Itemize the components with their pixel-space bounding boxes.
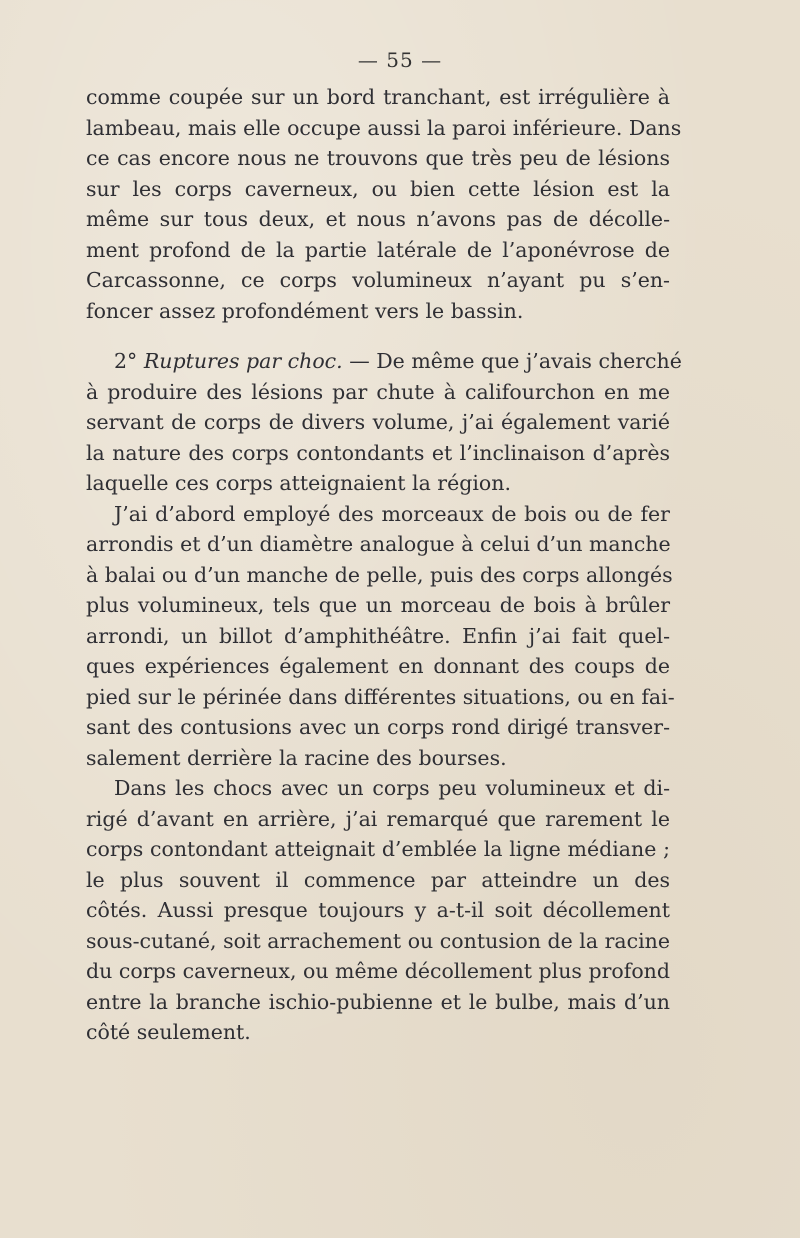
paragraph-3 (86, 499, 675, 774)
text-line: sur les corps caverneux, ou bien cette lésion est la (86, 176, 670, 201)
text-line: ce cas encore nous ne trouvons que très peu de lésions (86, 146, 670, 170)
text-line: du corps caverneux, ou même décollement plus profond (86, 959, 670, 983)
text-line: ment profond de la partie latérale de l’aponévrose de (86, 237, 670, 262)
text-line: sous-cutané, soit arrachement ou contusion de la racine (86, 928, 670, 953)
text-line: lambeau, mais elle occupe aussi la paroi inférieure. Dans (86, 115, 682, 140)
text-line: sant des contusions avec un corps rond dirigé transver- (86, 715, 670, 739)
text-line: servant de corps de divers volume, j’ai également varié (86, 410, 670, 434)
text-line: même sur tous deux, et nous n’avons pas de décolle- (86, 207, 670, 231)
text-line: laquelle ces corps atteignaient la région. (86, 471, 511, 495)
text-line: à balai ou d’un manche de pelle, puis des corps allongés (86, 562, 673, 587)
text-line: entre la branche ischio-pubienne et le bulbe, mais d’un (86, 989, 670, 1014)
paragraph-1 (86, 82, 682, 326)
text-line: arrondi, un billot d’amphithéâtre. Enfin j’ai fait quel- (86, 623, 670, 648)
text-line: J’ai d’abord employé des morceaux de bois ou de fer (114, 501, 670, 526)
text-line: côté seulement. (86, 1020, 251, 1044)
text-line: salement derrière la racine des bourses. (86, 745, 507, 770)
paragraph-4 (86, 773, 670, 1048)
text-line: côtés. Aussi presque toujours y a-t-il soit décollement (86, 898, 670, 922)
paragraph-gap (86, 326, 670, 346)
text-line: — De même que j’avais cherché (349, 349, 682, 373)
text-line: comme coupée sur un bord tranchant, est irrégulière à (86, 85, 670, 109)
text-line: pied sur le périnée dans différentes situations, ou en fai- (86, 684, 675, 709)
text-line: corps contondant atteignait d’emblée la ligne médiane ; (86, 837, 670, 861)
text-line: plus volumineux, tels que un morceau de bois à brûler (86, 593, 670, 617)
paragraph-2 (86, 346, 682, 499)
text-line: ques expériences également en donnant des coups de (86, 654, 670, 678)
text-line: rigé d’avant en arrière, j’ai remarqué que rarement le (86, 806, 670, 831)
text-line: la nature des corps contondants et l’inclinaison d’après (86, 440, 670, 465)
text-line: foncer assez profondément vers le bassin. (86, 298, 524, 323)
section-heading-line (86, 346, 682, 377)
section-title: Ruptures par choc. (143, 349, 343, 373)
body-text (86, 82, 682, 1048)
text-line: arrondis et d’un diamètre analogue à celui d’un manche (86, 532, 671, 556)
text-line: le plus souvent il commence par atteindre un des (86, 867, 670, 892)
section-number: 2° (114, 349, 138, 373)
text-line: Dans les chocs avec un corps peu volumineux et di- (114, 776, 670, 800)
text-line: à produire des lésions par chute à califourchon en me (86, 379, 670, 404)
page-number: — 55 — (357, 48, 443, 72)
text-line: Carcassonne, ce corps volumineux n’ayant pu s’en- (86, 268, 670, 292)
